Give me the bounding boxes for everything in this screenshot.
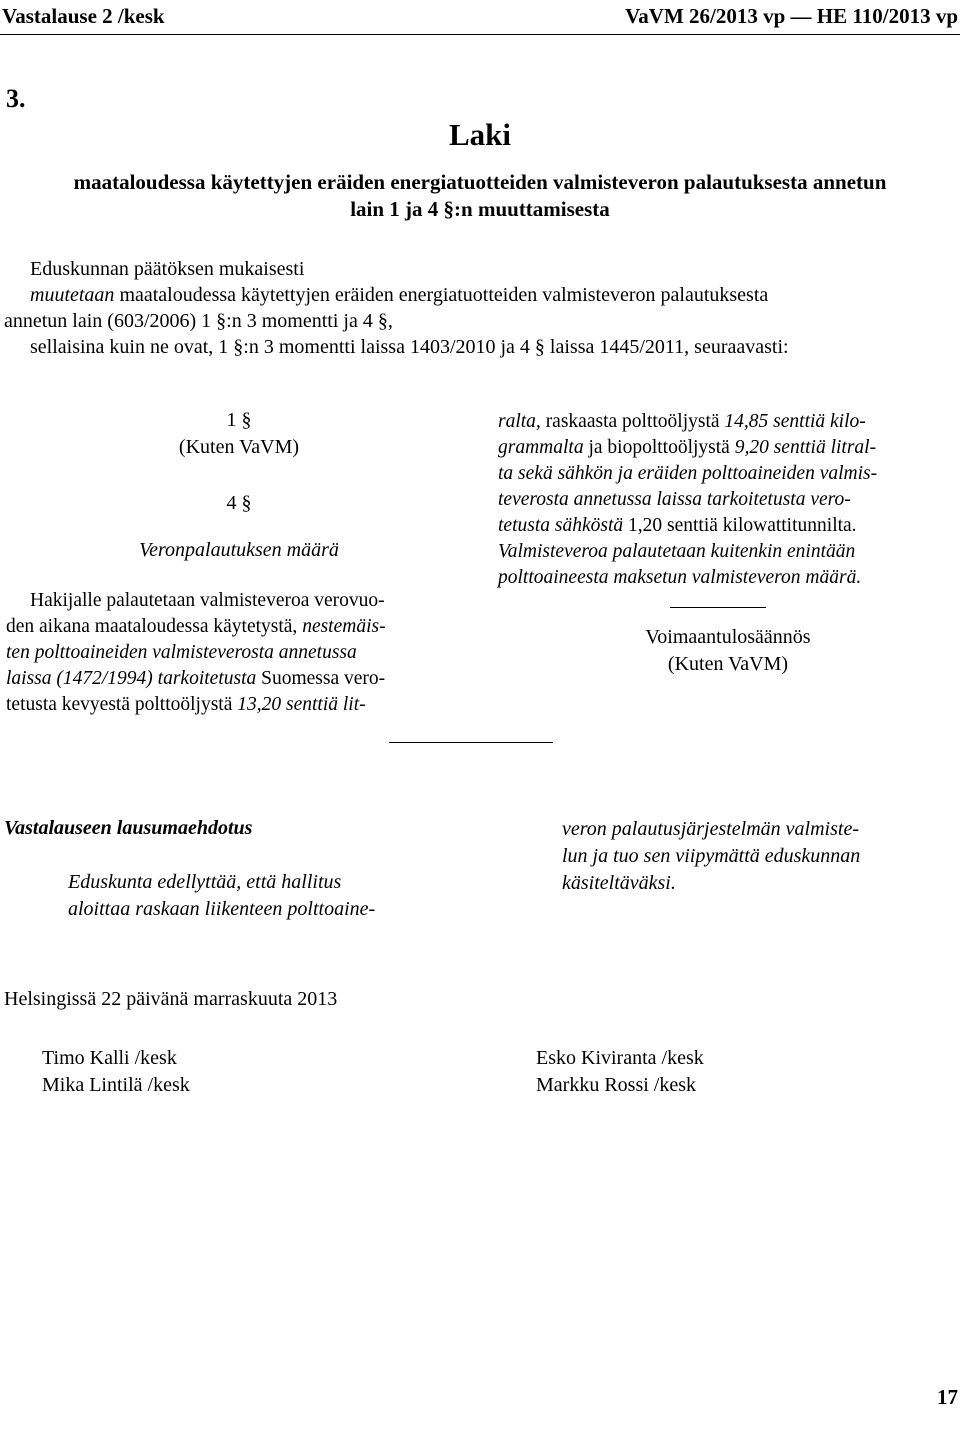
left-para-line2-italic: nestemäis-	[302, 616, 386, 637]
header-rule	[0, 34, 960, 35]
signer-right-1: Esko Kiviranta /kesk	[536, 1047, 704, 1069]
entry-into-force-title: Voimaantulosäännös	[645, 626, 811, 648]
section-end-rule	[389, 742, 553, 743]
signer-left-1: Timo Kalli /kesk	[42, 1047, 177, 1069]
intro-line2	[30, 284, 768, 307]
header-right: VaVM 26/2013 vp — HE 110/2013 vp	[625, 4, 958, 28]
right-line4: teverosta annetussa laissa tarkoitetusta vero-	[498, 489, 851, 510]
signer-right-2: Markku Rossi /kesk	[536, 1074, 696, 1096]
right-line6: Valmisteveroa palautetaan kuitenkin enintään	[498, 541, 856, 562]
section-number: 3.	[6, 84, 26, 113]
left-para-line5	[6, 692, 366, 718]
right-line3: ta sekä sähkön ja eräiden polttoaineiden valmis-	[498, 463, 878, 484]
proposal-left-line1: Eduskunta edellyttää, että hallitus	[68, 871, 342, 893]
right-line1	[498, 409, 866, 435]
right-line7: polttoaineesta maksetun valmisteveron määrä.	[498, 567, 862, 588]
left-para-line2	[6, 614, 386, 640]
law-title: Laki	[448, 117, 512, 152]
intro-line1: Eduskunnan päätöksen mukaisesti	[30, 258, 305, 280]
right-line2-italic-b: 9,20 senttiä litral-	[734, 437, 877, 458]
right-line2-text: ja biopolttoöljystä	[583, 437, 735, 458]
section-4-title: Veronpalautuksen määrä	[139, 539, 339, 561]
left-para-line4	[6, 666, 385, 692]
intro-line3: annetun lain (603/2006) 1 §:n 3 momentti ja 4 §,	[4, 310, 393, 332]
entry-into-force-note: (Kuten VaVM)	[667, 653, 789, 675]
right-line5-italic: tetusta sähköstä	[498, 515, 624, 536]
proposal-heading: Vastalauseen lausumaehdotus	[4, 817, 253, 839]
right-line2-italic-a: grammalta	[498, 437, 584, 458]
right-line5	[498, 513, 857, 539]
right-line1-text: raskaasta polttoöljystä	[540, 411, 725, 432]
intro-line2-rest: maataloudessa käytettyjen eräiden energiatuotteiden valmisteveron palautuksesta	[114, 284, 769, 306]
right-line2	[498, 435, 876, 461]
intro-muutetaan: muutetaan	[30, 284, 115, 306]
proposal-left-line2: aloittaa raskaan liikenteen polttoaine-	[68, 898, 376, 920]
right-line5-text: 1,20 senttiä kilowattitunnilta.	[623, 515, 857, 536]
header-left: Vastalause 2 /kesk	[2, 4, 165, 28]
proposal-right-line2: lun ja tuo sen viipymättä eduskunnan	[562, 845, 861, 867]
left-para-line1: Hakijalle palautetaan valmisteveroa verovuo-	[30, 590, 385, 611]
left-para-line5-text: tetusta kevyestä polttoöljystä	[6, 694, 238, 715]
section-1-heading: 1 §	[226, 409, 252, 431]
left-para-line4-italic: laissa (1472/1994) tarkoitetusta	[6, 668, 257, 689]
section-1-note: (Kuten VaVM)	[178, 436, 300, 458]
right-line1-italic-a: ralta,	[498, 411, 541, 432]
proposal-right-line1: veron palautusjärjestelmän valmiste-	[562, 818, 859, 840]
law-subtitle-line2: lain 1 ja 4 §:n muuttamisesta	[350, 197, 610, 221]
section-4-heading: 4 §	[226, 492, 252, 514]
place-date: Helsingissä 22 päivänä marraskuuta 2013	[4, 988, 338, 1010]
left-para-line3: ten polttoaineiden valmisteverosta annetussa	[6, 642, 357, 663]
law-subtitle-line1: maataloudessa käytettyjen eräiden energiatuotteiden valmisteveron palautuksesta annetun	[73, 170, 887, 194]
right-line1-italic-b: 14,85 senttiä kilo-	[724, 411, 866, 432]
right-separator	[670, 607, 766, 608]
left-para-line5-italic: 13,20 senttiä lit-	[237, 694, 366, 715]
intro-line4: sellaisina kuin ne ovat, 1 §:n 3 momentti laissa 1403/2010 ja 4 § laissa 1445/2011, seuraavasti:	[30, 336, 789, 358]
left-para-line2-text: den aikana maataloudessa käytetystä,	[6, 616, 303, 637]
signer-left-2: Mika Lintilä /kesk	[42, 1074, 190, 1096]
left-para-line4-text: Suomessa vero-	[256, 668, 386, 689]
proposal-right-line3: käsiteltäväksi.	[562, 872, 676, 894]
page-number: 17	[937, 1385, 958, 1409]
